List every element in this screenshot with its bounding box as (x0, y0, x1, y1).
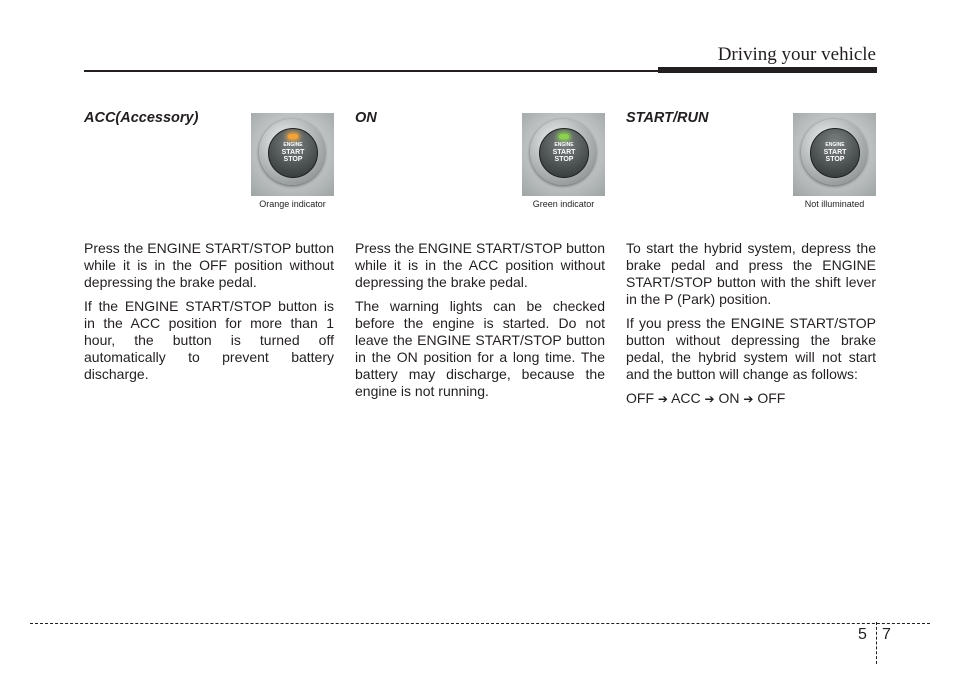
indicator-caption: Orange indicator (251, 196, 334, 211)
state-sequence: OFF ➔ ACC ➔ ON ➔ OFF (626, 390, 786, 406)
header-rule-thick (658, 67, 877, 73)
footer-page-divider (876, 622, 877, 664)
paragraph: To start the hybrid system, depress the brake pedal and press the ENGINE START/STOP button with the shift lever in the P (Park) position. (626, 240, 876, 307)
paragraph: Press the ENGINE START/STOP button while it is in the ACC position without depressing the brake pedal. (355, 240, 605, 290)
indicator-lamp-icon (288, 134, 298, 139)
button-label: ENGINE START STOP (823, 142, 847, 163)
engine-start-stop-button-image (522, 113, 605, 196)
arrow-right-icon: ➔ (704, 392, 715, 406)
indicator-lamp-icon (559, 134, 569, 139)
section-body (84, 240, 334, 390)
section-title: ACC(Accessory) (84, 110, 199, 126)
engine-button-figure (522, 113, 605, 211)
paragraph: The warning lights can be checked before the engine is started. Do not leave the ENGINE START/STOP button in the ON position for a long time. The battery may discharge, because the engine is not running. (355, 298, 605, 399)
section-title: ON (355, 110, 377, 126)
indicator-caption: Not illuminated (793, 196, 876, 211)
section-title: START/RUN (626, 110, 709, 126)
button-label: ENGINE START STOP (552, 142, 576, 163)
paragraph: If the ENGINE START/STOP button is in the ACC position for more than 1 hour, the button is turned off automatically to prevent battery discharge. (84, 298, 334, 382)
engine-start-stop-button-image (251, 113, 334, 196)
page-header-title: Driving your vehicle (717, 44, 876, 65)
engine-button-figure (251, 113, 334, 211)
section-body (626, 240, 876, 415)
paragraph: If you press the ENGINE START/STOP button without depressing the brake pedal, the hybrid system will not start and the button will change as follows: (626, 315, 876, 382)
engine-button-figure (793, 113, 876, 211)
arrow-right-icon: ➔ (657, 392, 668, 406)
arrow-right-icon: ➔ (743, 392, 754, 406)
footer-dashed-rule (30, 623, 930, 624)
chapter-number: 5 (858, 626, 867, 643)
engine-start-stop-button-image (793, 113, 876, 196)
indicator-caption: Green indicator (522, 196, 605, 211)
header-rule-thin (84, 70, 660, 72)
paragraph: Press the ENGINE START/STOP button while it is in the OFF position without depressing the brake pedal. (84, 240, 334, 290)
button-label: ENGINE START STOP (281, 142, 305, 163)
page-number: 7 (882, 626, 891, 643)
indicator-lamp-icon (830, 134, 840, 139)
section-body (355, 240, 605, 407)
